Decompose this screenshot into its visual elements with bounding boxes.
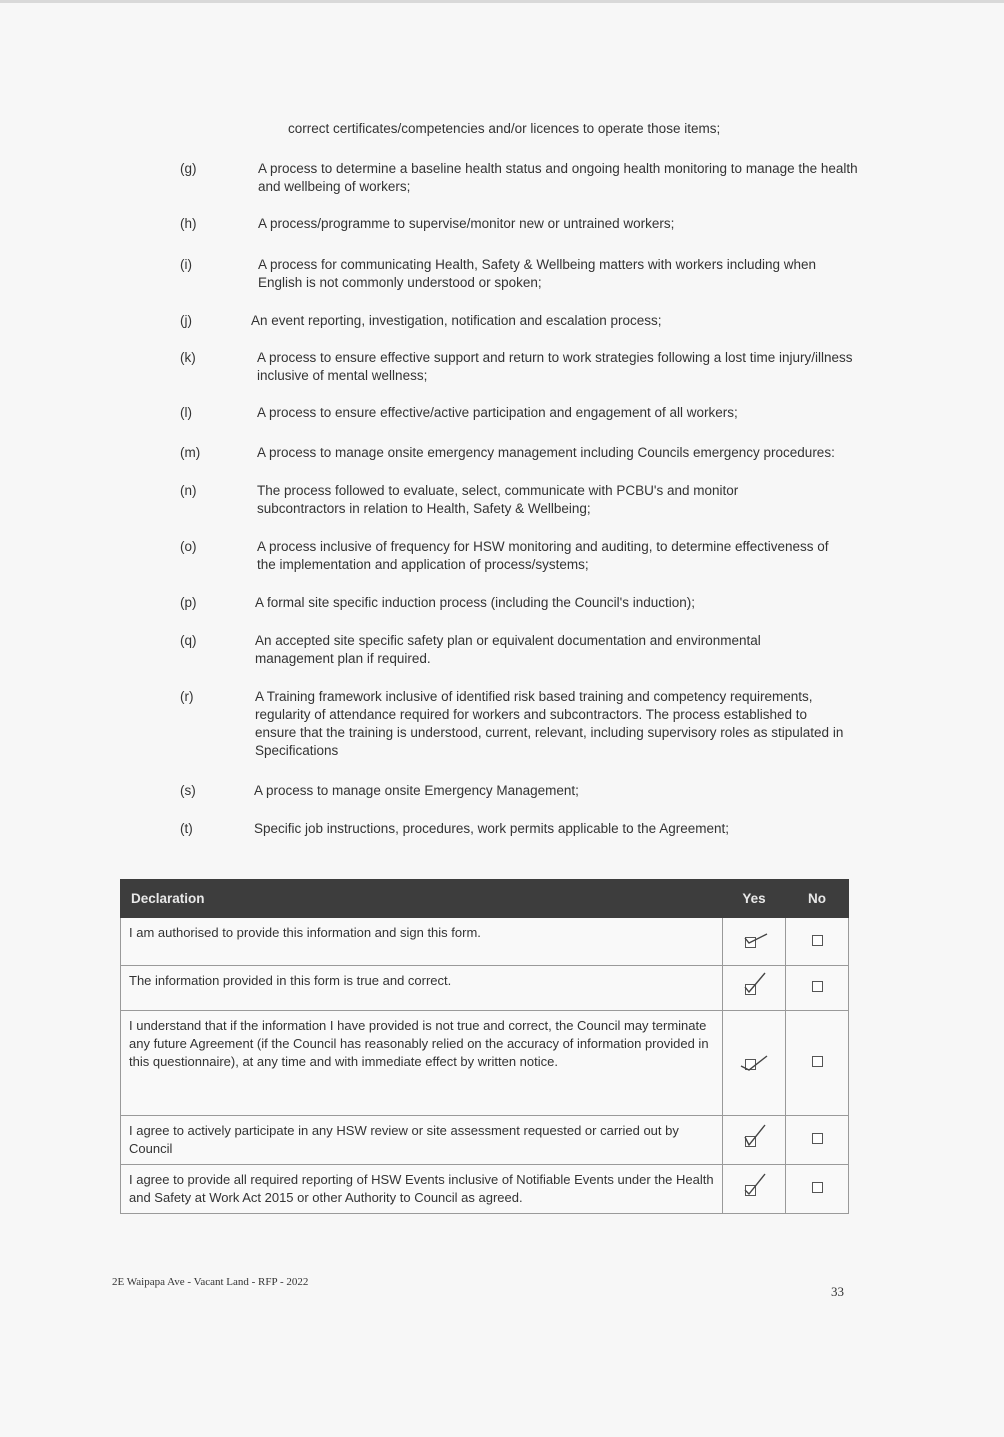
item-text: A process to determine a baseline health status and ongoing health monitoring to manage the health and wellbeing of workers; [258, 161, 858, 194]
item-text: The process followed to evaluate, select, communicate with PCBU's and monitor subcontractors in relation to Health, Safety & Wellbeing; [257, 483, 739, 516]
item-letter: (t) [180, 821, 193, 836]
no-checkbox[interactable] [812, 1182, 823, 1193]
no-checkbox-cell [786, 918, 849, 966]
declaration-row [121, 918, 849, 966]
check-mark-icon [739, 971, 769, 1001]
check-mark-icon [739, 1172, 769, 1202]
declaration-statement: I am authorised to provide this information and sign this form. [121, 918, 723, 966]
item-letter: (o) [180, 539, 197, 554]
check-mark-icon [739, 1123, 769, 1153]
no-checkbox[interactable] [812, 1056, 823, 1067]
declaration-header-row [121, 880, 849, 918]
item-letter: (h) [180, 216, 197, 231]
check-mark-icon [739, 924, 769, 954]
item-letter: (s) [180, 783, 196, 798]
item-text: An accepted site specific safety plan or equivalent documentation and environmental management plan if required. [255, 633, 761, 666]
declaration-header: Declaration [121, 880, 723, 918]
item-text: A process to ensure effective support and return to work strategies following a lost time injury/illness inclusive of mental wellness; [257, 350, 853, 383]
item-letter: (g) [180, 161, 197, 176]
no-column-header: No [786, 880, 849, 918]
item-text: A Training framework inclusive of identified risk based training and competency requirements, regularity of attendance required for workers and subcontractors. The process established to ensure that the training is understood, current, relevant, including supervisory roles as stipulated in Specifications [255, 689, 844, 758]
declaration-row [121, 1116, 849, 1165]
yes-checkbox-cell [723, 1011, 786, 1116]
declaration-row [121, 966, 849, 1011]
declaration-row [121, 1165, 849, 1214]
no-checkbox[interactable] [812, 1133, 823, 1144]
item-letter: (m) [180, 445, 201, 460]
continuation-text: correct certificates/competencies and/or licences to operate those items; [288, 121, 721, 136]
yes-checkbox[interactable] [739, 1172, 769, 1202]
yes-checkbox[interactable] [739, 971, 769, 1001]
item-text: A formal site specific induction process (including the Council's induction); [255, 595, 696, 610]
no-checkbox-cell [786, 1165, 849, 1214]
declaration-statement: I understand that if the information I have provided is not true and correct, the Council may terminate any future Agreement (if the Council has reasonably relied on the accuracy of information provided in this questionnaire), at any time and with immediate effect by written notice. [121, 1011, 723, 1116]
yes-checkbox[interactable] [739, 924, 769, 954]
item-letter: (l) [180, 405, 192, 420]
page-number: 33 [831, 1284, 844, 1299]
item-letter: (q) [180, 633, 197, 648]
declaration-statement: I agree to actively participate in any HSW review or site assessment requested or carried out by Council [121, 1116, 723, 1165]
no-checkbox[interactable] [812, 981, 823, 992]
item-text: A process/programme to supervise/monitor new or untrained workers; [258, 216, 675, 231]
item-text: A process inclusive of frequency for HSW monitoring and auditing, to determine effectiveness of the implementation and application of process/systems; [257, 539, 829, 572]
declaration-statement: The information provided in this form is true and correct. [121, 966, 723, 1011]
declaration-row [121, 1011, 849, 1116]
check-mark-icon [739, 1046, 769, 1076]
item-text: A process for communicating Health, Safety & Wellbeing matters with workers including when English is not commonly understood or spoken; [258, 257, 817, 290]
yes-checkbox-cell [723, 966, 786, 1011]
item-text: A process to ensure effective/active participation and engagement of all workers; [257, 405, 738, 420]
no-checkbox-cell [786, 1011, 849, 1116]
declaration-table [120, 879, 849, 1214]
no-checkbox[interactable] [812, 935, 823, 946]
item-text: An event reporting, investigation, notification and escalation process; [251, 313, 662, 328]
footer-document-name: 2E Waipapa Ave - Vacant Land - RFP - 2022 [112, 1276, 309, 1288]
item-text: Specific job instructions, procedures, work permits applicable to the Agreement; [254, 821, 729, 836]
item-letter: (j) [180, 313, 192, 328]
yes-checkbox-cell [723, 918, 786, 966]
yes-checkbox[interactable] [739, 1046, 769, 1076]
item-letter: (r) [180, 689, 194, 704]
item-letter: (n) [180, 483, 197, 498]
no-checkbox-cell [786, 1116, 849, 1165]
yes-checkbox[interactable] [739, 1123, 769, 1153]
declaration-statement: I agree to provide all required reporting of HSW Events inclusive of Notifiable Events under the Health and Safety at Work Act 2015 or other Authority to Council as agreed. [121, 1165, 723, 1214]
item-letter: (p) [180, 595, 197, 610]
yes-column-header: Yes [723, 880, 786, 918]
yes-checkbox-cell [723, 1116, 786, 1165]
no-checkbox-cell [786, 966, 849, 1011]
page-edge [0, 0, 1004, 3]
item-letter: (i) [180, 257, 192, 272]
item-text: A process to manage onsite emergency management including Councils emergency procedures: [257, 445, 835, 460]
item-text: A process to manage onsite Emergency Management; [254, 783, 579, 798]
item-letter: (k) [180, 350, 196, 365]
yes-checkbox-cell [723, 1165, 786, 1214]
